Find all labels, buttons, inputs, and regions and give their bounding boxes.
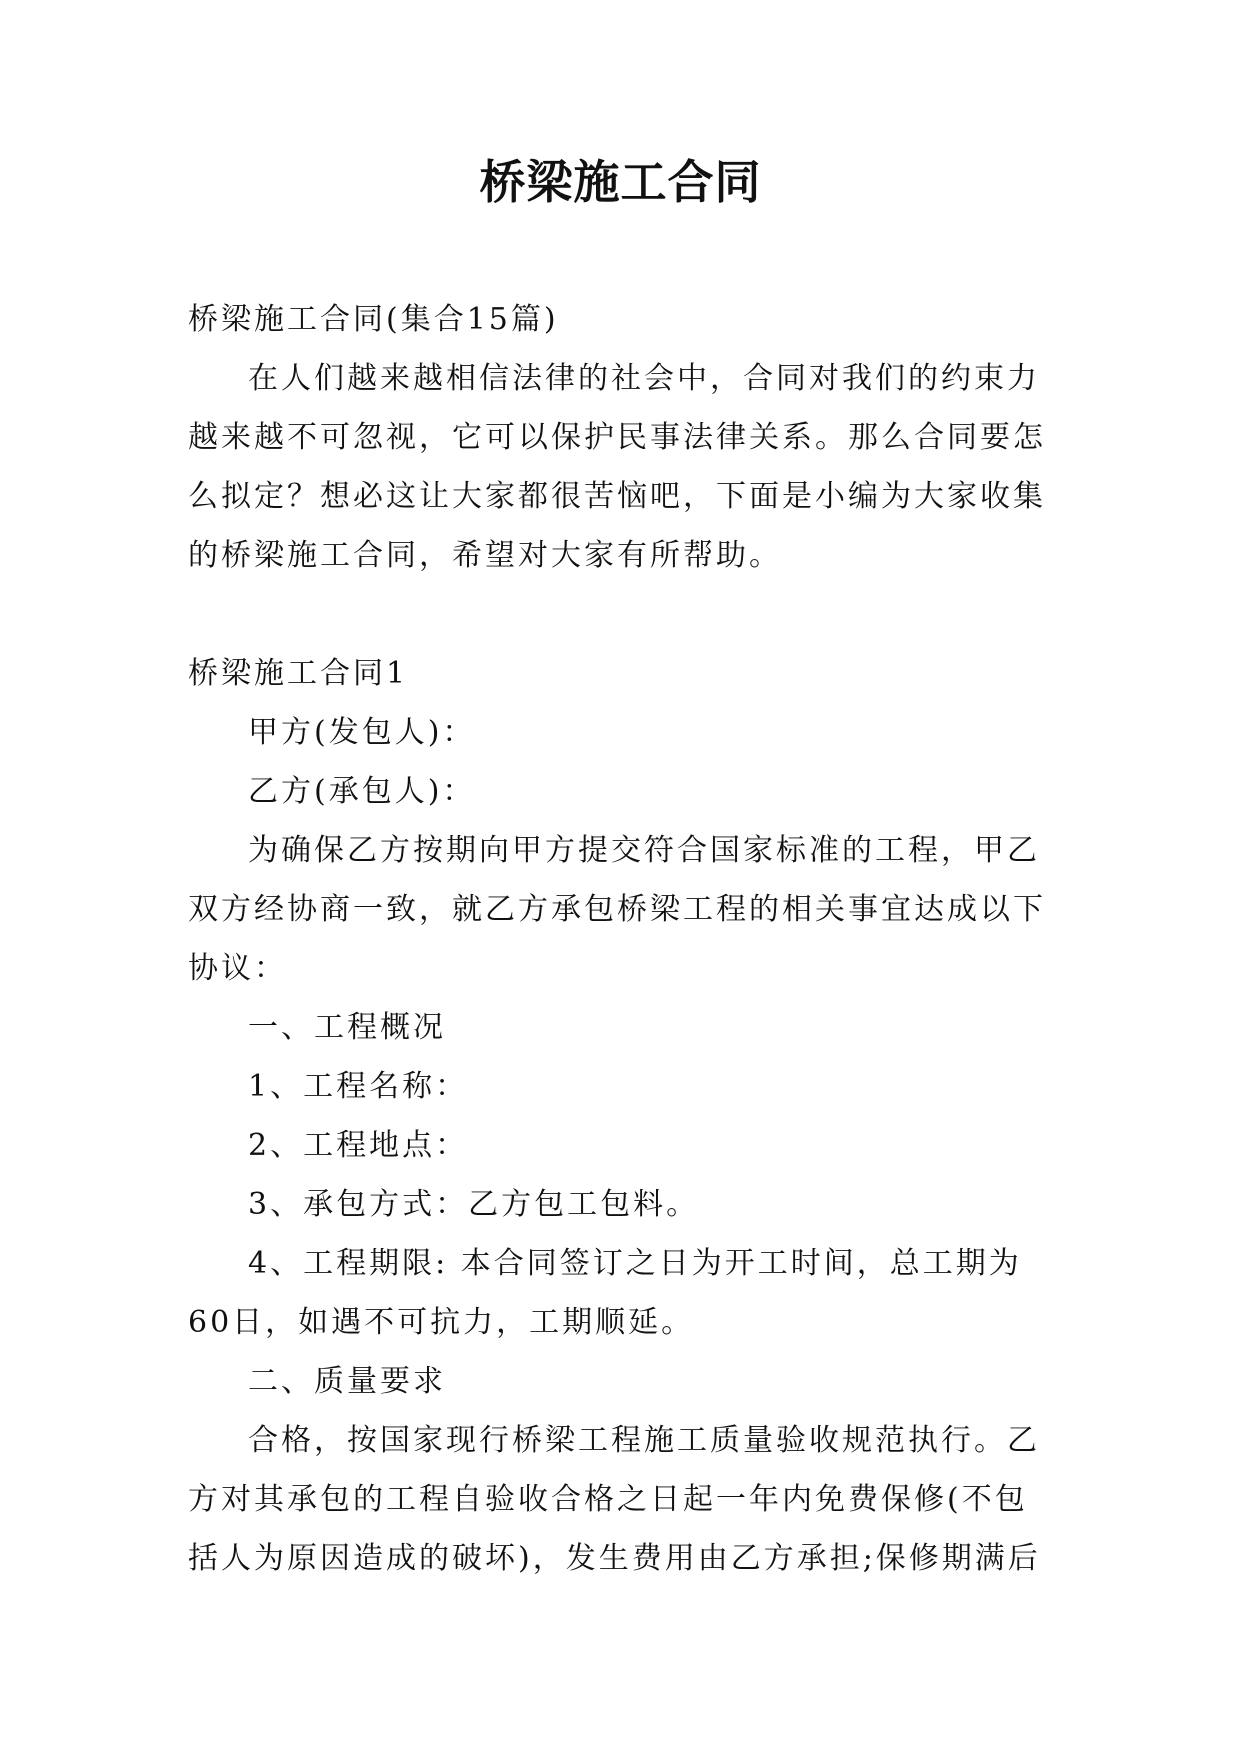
quality-paragraph: 合格，按国家现行桥梁工程施工质量验收规范执行。乙方对其承包的工程自验收合格之日起一年内免费保修(不包括人为原因造成的破坏)，发生费用由乙方承担;保修期满后	[188, 1423, 1041, 1576]
intro-paragraph: 在人们越来越相信法律的社会中，合同对我们的约束力越来越不可忽视，它可以保护民事法律关系。那么合同要怎么拟定？想必这让大家都很苦恼吧，下面是小编为大家收集的桥梁施工合同，希望对大家有所帮助。	[188, 361, 1046, 573]
paragraph-gap	[188, 585, 1056, 644]
item-project-name: 1、工程名称：	[248, 1069, 469, 1104]
collection-title: 桥梁施工合同(集合15篇)	[188, 302, 559, 337]
party-a-line: 甲方(发包人)：	[248, 715, 476, 750]
clause-2-heading: 二、质量要求	[248, 1364, 446, 1399]
party-b-line: 乙方(承包人)：	[248, 774, 476, 809]
clause-1-heading: 一、工程概况	[248, 1010, 446, 1045]
preamble-paragraph: 为确保乙方按期向甲方提交符合国家标准的工程，甲乙双方经协商一致，就乙方承包桥梁工程的相关事宜达成以下协议：	[188, 833, 1046, 986]
item-contract-method: 3、承包方式：乙方包工包料。	[248, 1187, 700, 1222]
section-heading: 桥梁施工合同1	[188, 656, 409, 691]
document-body	[188, 290, 1056, 1588]
item-project-location: 2、工程地点：	[248, 1128, 469, 1163]
document-title: 桥梁施工合同	[479, 155, 762, 209]
item-project-duration: 4、工程期限: 本合同签订之日为开工时间，总工期为60日，如遇不可抗力，工期顺延。	[188, 1246, 1022, 1340]
